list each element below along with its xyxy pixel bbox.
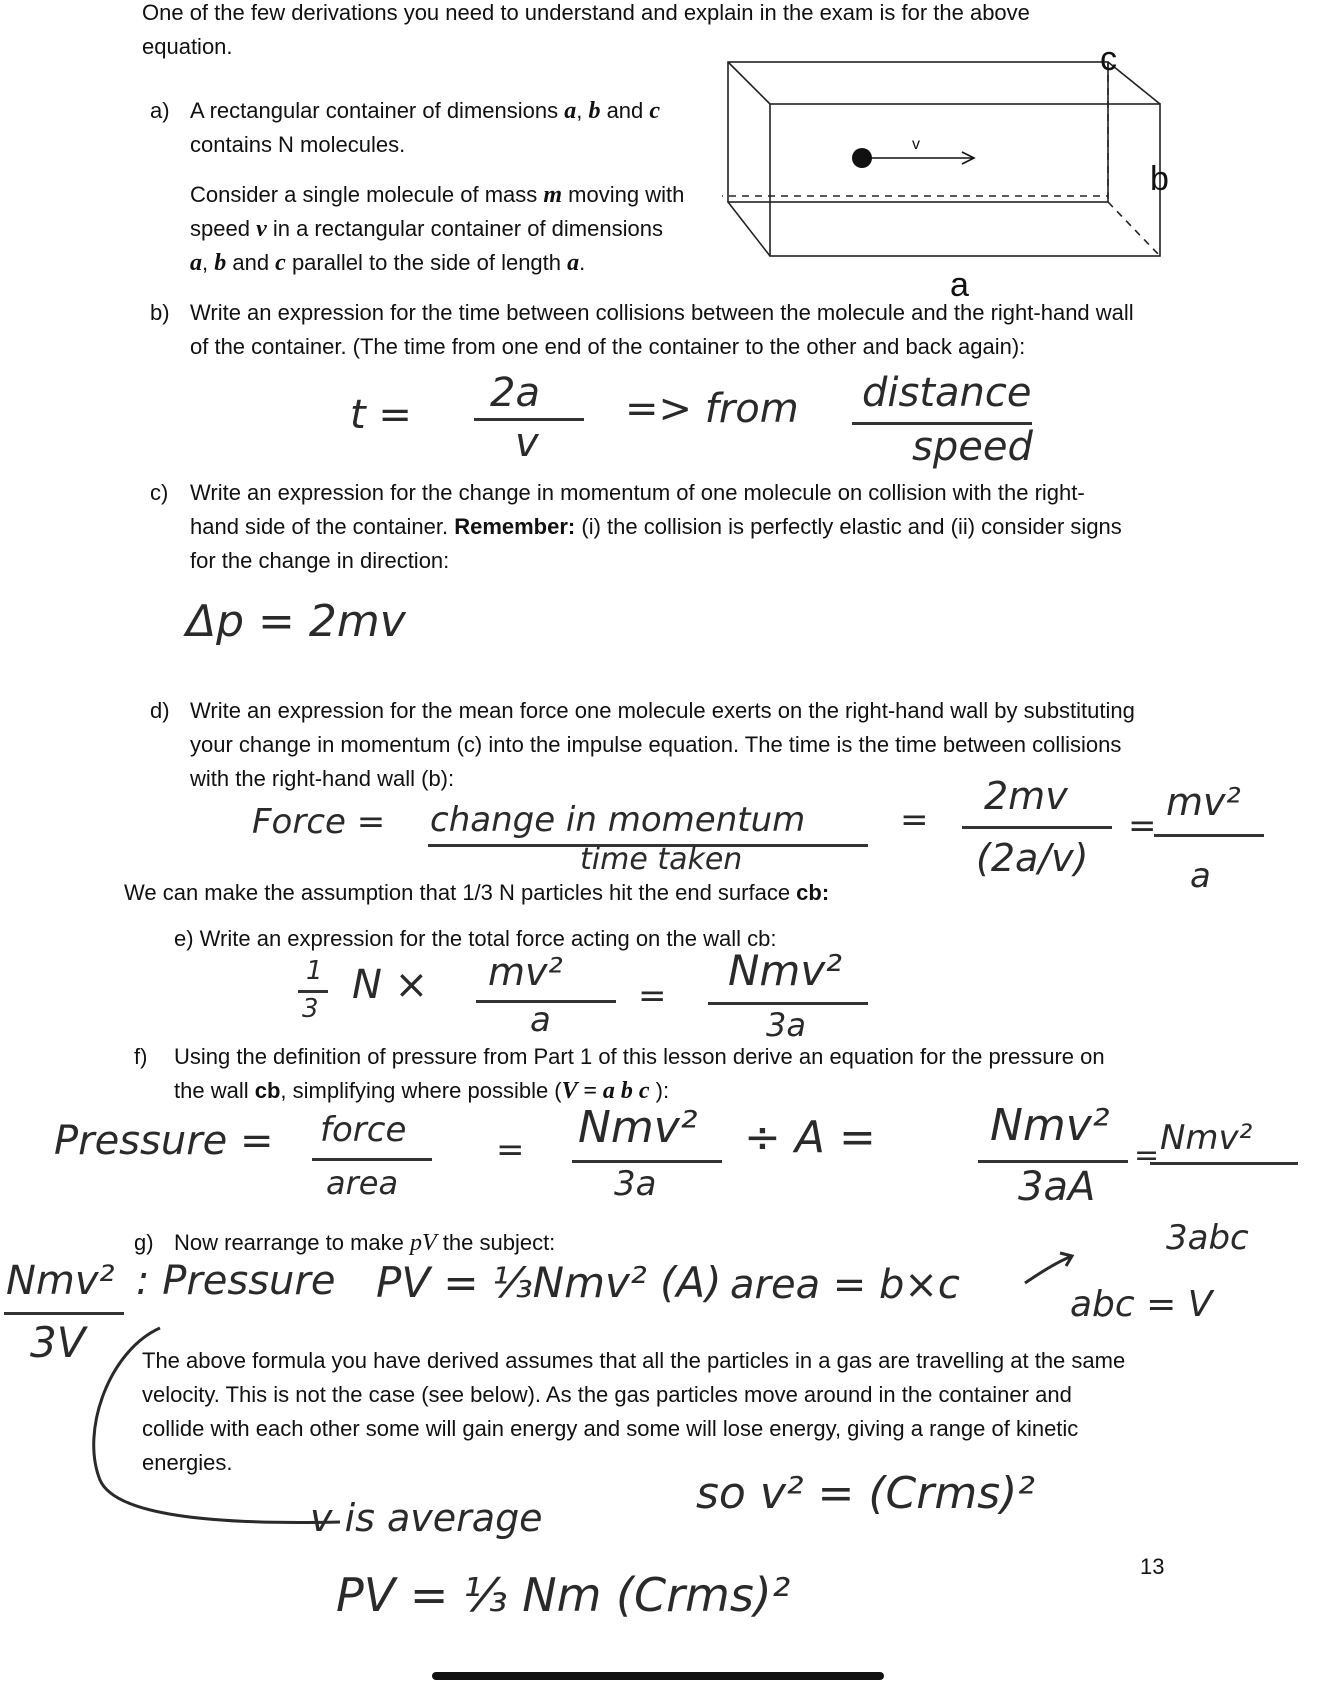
part-b-label: b) bbox=[150, 300, 170, 325]
part-d-label: d) bbox=[150, 698, 170, 723]
hw-g-left-denominator: 3V bbox=[30, 1318, 86, 1367]
hw-d-numerator: change in momentum bbox=[430, 800, 806, 840]
part-g-label: g) bbox=[134, 1230, 154, 1255]
part-d-line-3: with the right-hand wall (b): bbox=[190, 766, 455, 791]
hw-e-one: 1 bbox=[306, 956, 323, 986]
part-c-line-2: hand side of the container. Remember: (i) the collision is perfectly elastic and (ii) consider signs bbox=[190, 514, 1122, 539]
part-f-line-2: the wall cb, simplifying where possible (V = a b c ): bbox=[174, 1078, 670, 1104]
closing-line-3: collide with each other some will gain energy and some will lose energy, giving a range of kinetic bbox=[142, 1416, 1079, 1441]
dim-label-a: a bbox=[950, 266, 969, 304]
hw-c-momentum: Δp = 2mv bbox=[186, 596, 406, 647]
hw-f-numerator-3: Nmv² bbox=[990, 1100, 1110, 1151]
part-c-line-3: for the change in direction: bbox=[190, 548, 450, 573]
part-c-line-1: Write an expression for the change in momentum of one molecule on collision with the right- bbox=[190, 480, 1085, 505]
hw-f-denominator-2: 3a bbox=[614, 1164, 657, 1204]
part-e-line: e) Write an expression for the total force acting on the wall cb: bbox=[174, 926, 777, 951]
hw-g-pv: PV = ⅓Nmv² (A) bbox=[376, 1258, 722, 1307]
hw-f-denominator-4: 3abc bbox=[1166, 1218, 1249, 1258]
hw-d-numerator-3: mv² bbox=[1166, 780, 1241, 824]
part-a-label: a) bbox=[150, 98, 170, 123]
part-a-para2-line-1: Consider a single molecule of mass m moving with bbox=[190, 182, 685, 208]
hw-g-left-bar bbox=[4, 1312, 124, 1315]
hw-e-numerator: mv² bbox=[488, 950, 563, 994]
hw-d-denominator: time taken bbox=[580, 842, 743, 877]
hw-t-equals: t = bbox=[350, 392, 412, 438]
assumption-line: We can make the assumption that 1/3 N particles hit the end surface cb: bbox=[124, 880, 830, 905]
container-diagram bbox=[722, 58, 1182, 288]
closing-line-4: energies. bbox=[142, 1450, 233, 1475]
part-a-line-1: A rectangular container of dimensions a, b and c bbox=[190, 98, 661, 124]
hw-f-divide-a: ÷ A = bbox=[744, 1112, 876, 1163]
hw-f-area: area bbox=[326, 1164, 399, 1202]
hw-v-average: v is average bbox=[310, 1496, 543, 1540]
closing-line-2: velocity. This is not the case (see below). As the gas particles move around in the container and bbox=[142, 1382, 1072, 1407]
part-g-line: Now rearrange to make pV the subject: bbox=[174, 1230, 556, 1256]
hw-e-equals: = bbox=[638, 976, 667, 1016]
hw-d-equals-2: = bbox=[1128, 806, 1157, 846]
part-a-para2-line-3: a, b and c parallel to the side of length a. bbox=[190, 250, 586, 276]
part-d-line-2: your change in momentum (c) into the impulse equation. The time is the time between collisions bbox=[190, 732, 1122, 757]
hw-f-pressure: Pressure = bbox=[54, 1118, 274, 1164]
hw-d-force: Force = bbox=[252, 802, 386, 842]
part-a-line-2: contains N molecules. bbox=[190, 132, 406, 157]
hw-e-fraction-bar-2 bbox=[708, 1002, 868, 1005]
hw-f-force: force bbox=[320, 1110, 407, 1150]
hw-e-denominator: a bbox=[530, 1000, 551, 1040]
hw-g-abc-v: abc = V bbox=[1070, 1284, 1213, 1325]
hw-e-third-bar bbox=[298, 990, 328, 993]
hw-g-left-numerator: Nmv² bbox=[6, 1258, 115, 1304]
part-c-label: c) bbox=[150, 480, 169, 505]
hw-b-speed: speed bbox=[912, 424, 1033, 470]
hw-f-equals-1: = bbox=[496, 1130, 525, 1170]
dim-label-b: b bbox=[1150, 160, 1169, 198]
hw-b-distance: distance bbox=[862, 370, 1032, 416]
hw-d-equals-1: = bbox=[900, 800, 929, 840]
hw-d-fraction-bar-3 bbox=[1154, 834, 1264, 837]
velocity-label: v bbox=[912, 136, 920, 153]
hw-d-numerator-2: 2mv bbox=[984, 774, 1068, 818]
hw-g-area: area = b×c bbox=[730, 1262, 960, 1308]
dim-label-c: c bbox=[1100, 40, 1117, 78]
hw-f-equals-2: = bbox=[1134, 1138, 1160, 1173]
part-b-line-1: Write an expression for the time between collisions between the molecule and the right-hand wall bbox=[190, 300, 1134, 325]
part-f-label: f) bbox=[134, 1044, 148, 1069]
page-number: 13 bbox=[1140, 1554, 1165, 1579]
part-f-line-1: Using the definition of pressure from Part 1 of this lesson derive an equation for the pressure on bbox=[174, 1044, 1105, 1069]
hw-f-fraction-bar bbox=[312, 1158, 432, 1161]
part-b-line-2: of the container. (The time from one end of the container to the other and back again): bbox=[190, 334, 1026, 359]
hw-f-denominator-3: 3aA bbox=[1018, 1164, 1096, 1210]
hw-b-arrow-from: => from bbox=[625, 386, 799, 432]
hw-final-pv: PV = ⅓ Nm (Crms)² bbox=[336, 1568, 791, 1622]
hw-g-left-pressure: : Pressure bbox=[136, 1258, 336, 1304]
hw-e-denominator-2: 3a bbox=[766, 1006, 806, 1044]
hw-f-fraction-bar-2 bbox=[572, 1160, 722, 1163]
hw-e-three: 3 bbox=[302, 994, 319, 1024]
hw-arrow-icon bbox=[1020, 1248, 1080, 1288]
hw-d-fraction-bar-2 bbox=[962, 826, 1112, 829]
hw-b-denominator: v bbox=[515, 420, 539, 466]
hw-d-denominator-2: (2a/v) bbox=[976, 836, 1089, 880]
part-a-para2-line-2: speed v in a rectangular container of dimensions bbox=[190, 216, 663, 242]
hw-f-numerator-4: Nmv² bbox=[1160, 1118, 1253, 1158]
home-indicator bbox=[432, 1672, 884, 1680]
hw-b-numerator: 2a bbox=[490, 370, 540, 416]
hw-e-n-times: N × bbox=[352, 962, 429, 1008]
hw-f-fraction-bar-4 bbox=[1150, 1162, 1298, 1165]
intro-line-2: equation. bbox=[142, 34, 233, 59]
intro-line-1: One of the few derivations you need to understand and explain in the exam is for the above bbox=[142, 0, 1030, 25]
hw-d-denominator-3: a bbox=[1190, 856, 1211, 896]
hw-f-fraction-bar-3 bbox=[978, 1160, 1128, 1163]
hw-f-numerator-2: Nmv² bbox=[578, 1102, 698, 1153]
hw-e-numerator-2: Nmv² bbox=[728, 946, 843, 995]
hw-v-squared-crms: so v² = (Crms)² bbox=[696, 1468, 1035, 1519]
part-d-line-1: Write an expression for the mean force one molecule exerts on the right-hand wall by substituting bbox=[190, 698, 1135, 723]
closing-line-1: The above formula you have derived assumes that all the particles in a gas are travelling at the same bbox=[142, 1348, 1126, 1373]
